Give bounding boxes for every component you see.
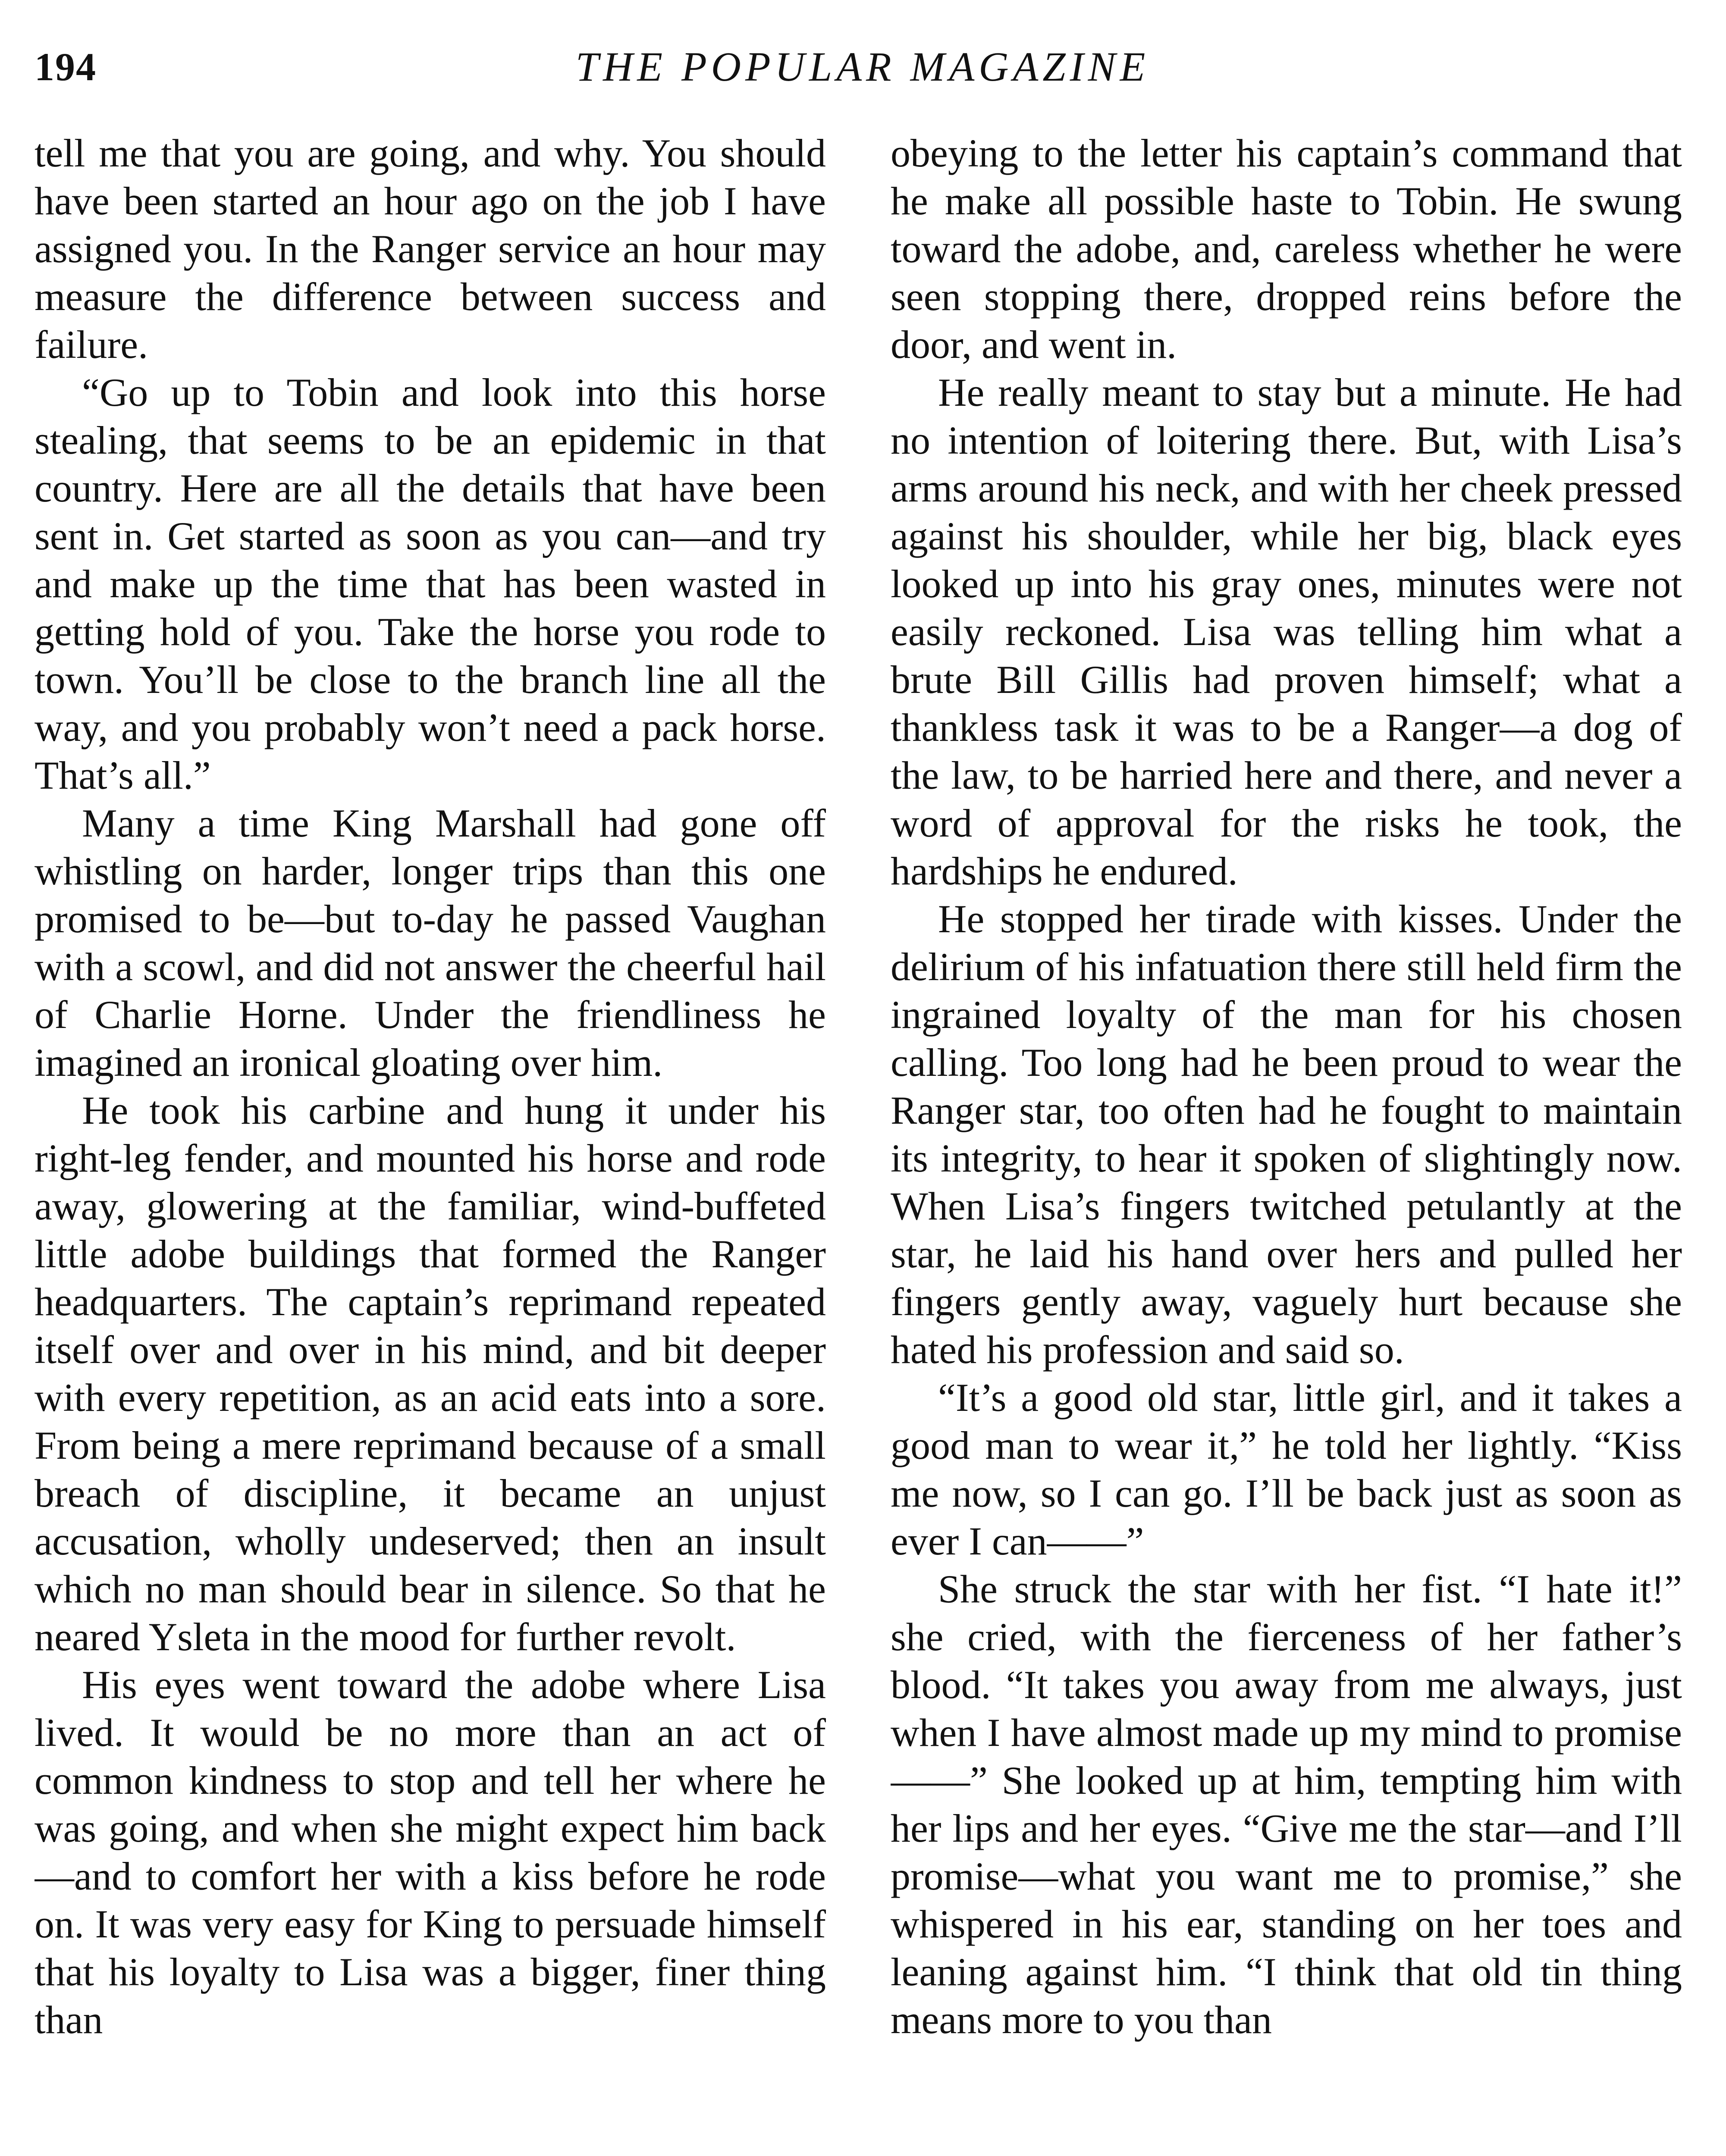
paragraph: She struck the star with her fist. “I hate it!” she cried, with the fierceness of her father’s blood. “It takes you away from me always, just when I have almost made up my mind to promise ——” She looked up at him, tempting him with her lips and her eyes. “Give me the star—and I’ll promise—what you want me to promise,” she whispered in his ear, standing on her toes and leaning against him. “I think that old tin thing means more to you than — [891, 1567, 1682, 2042]
paragraph: tell me that you are going, and why. You should have been started an hour ago on the job I have assigned you. In the Ranger service an hour may measure the difference between success and failure. — [35, 131, 826, 367]
paragraph: He really meant to stay but a minute. He had no intention of loitering there. But, with Lisa’s arms around his neck, and with her cheek pressed against his shoulder, while her big, black eyes looked up into his gray ones, minutes were not easily reckoned. Lisa was telling him what a brute Bill Gillis had proven himself; what a thankless task it was to be a Ranger—a dog of the law, to be harried here and there, and never a word of approval for the risks he took, the hardships he endured. — [891, 370, 1682, 893]
page-header — [35, 41, 1691, 101]
right-column — [891, 129, 1682, 2156]
paragraph: He took his carbine and hung it under his right-leg fender, and mounted his horse and rode away, glowering at the familiar, wind-buffeted little adobe buildings that formed the Ranger headquarters. The captain’s reprimand repeated itself over and over in his mind, and bit deeper with every repetition, as an acid eats into a sore. From being a mere reprimand because of a small breach of discipline, it became an unjust accusation, wholly undeserved; then an insult which no man should bear in silence. So that he neared Ysleta in the mood for further revolt. — [35, 1088, 826, 1659]
paragraph: Many a time King Marshall had gone off whistling on harder, longer trips than this one promised to be—but to-day he passed Vaughan with a scowl, and did not answer the cheerful hail of Charlie Horne. Under the friendliness he imagined an ironical gloating over him. — [35, 801, 826, 1084]
running-head-title: THE POPULAR MAGAZINE — [575, 44, 1150, 90]
paragraph: “Go up to Tobin and look into this horse stealing, that seems to be an epidemic in that country. Here are all the details that have been sent in. Get started as soon as you can—and try and make up the time that has been wasted in getting hold of you. Take the horse you rode to town. You’ll be close to the branch line all the way, and you probably won’t need a pack horse. That’s all.” — [35, 370, 826, 797]
paragraph: He stopped her tirade with kisses. Under the delirium of his infatuation there still held firm the ingrained loyalty of the man for his chosen calling. Too long had he been proud to wear the Ranger star, too often had he fought to maintain its integrity, to hear it spoken of slightingly now. When Lisa’s fingers twitched petulantly at the star, he laid his hand over hers and pulled her fingers gently away, vaguely hurt because she hated his profession and said so. — [891, 897, 1682, 1372]
left-column — [35, 129, 826, 2156]
paragraph: “It’s a good old star, little girl, and it takes a good man to wear it,” he told her lightly. “Kiss me now, so I can go. I’ll be back just as soon as ever I can——” — [891, 1376, 1682, 1563]
page-number: 194 — [35, 45, 97, 89]
paragraph: obeying to the letter his captain’s command that he make all possible haste to Tobin. He swung toward the adobe, and, careless whether he were seen stopping there, dropped reins before the door, and went in. — [891, 131, 1682, 367]
paragraph: His eyes went toward the adobe where Lisa lived. It would be no more than an act of common kindness to stop and tell her where he was going, and when she might expect him back—and to comfort her with a kiss before he rode on. It was very easy for King to persuade himself that his loyalty to Lisa was a bigger, finer thing than — [35, 1663, 826, 2042]
